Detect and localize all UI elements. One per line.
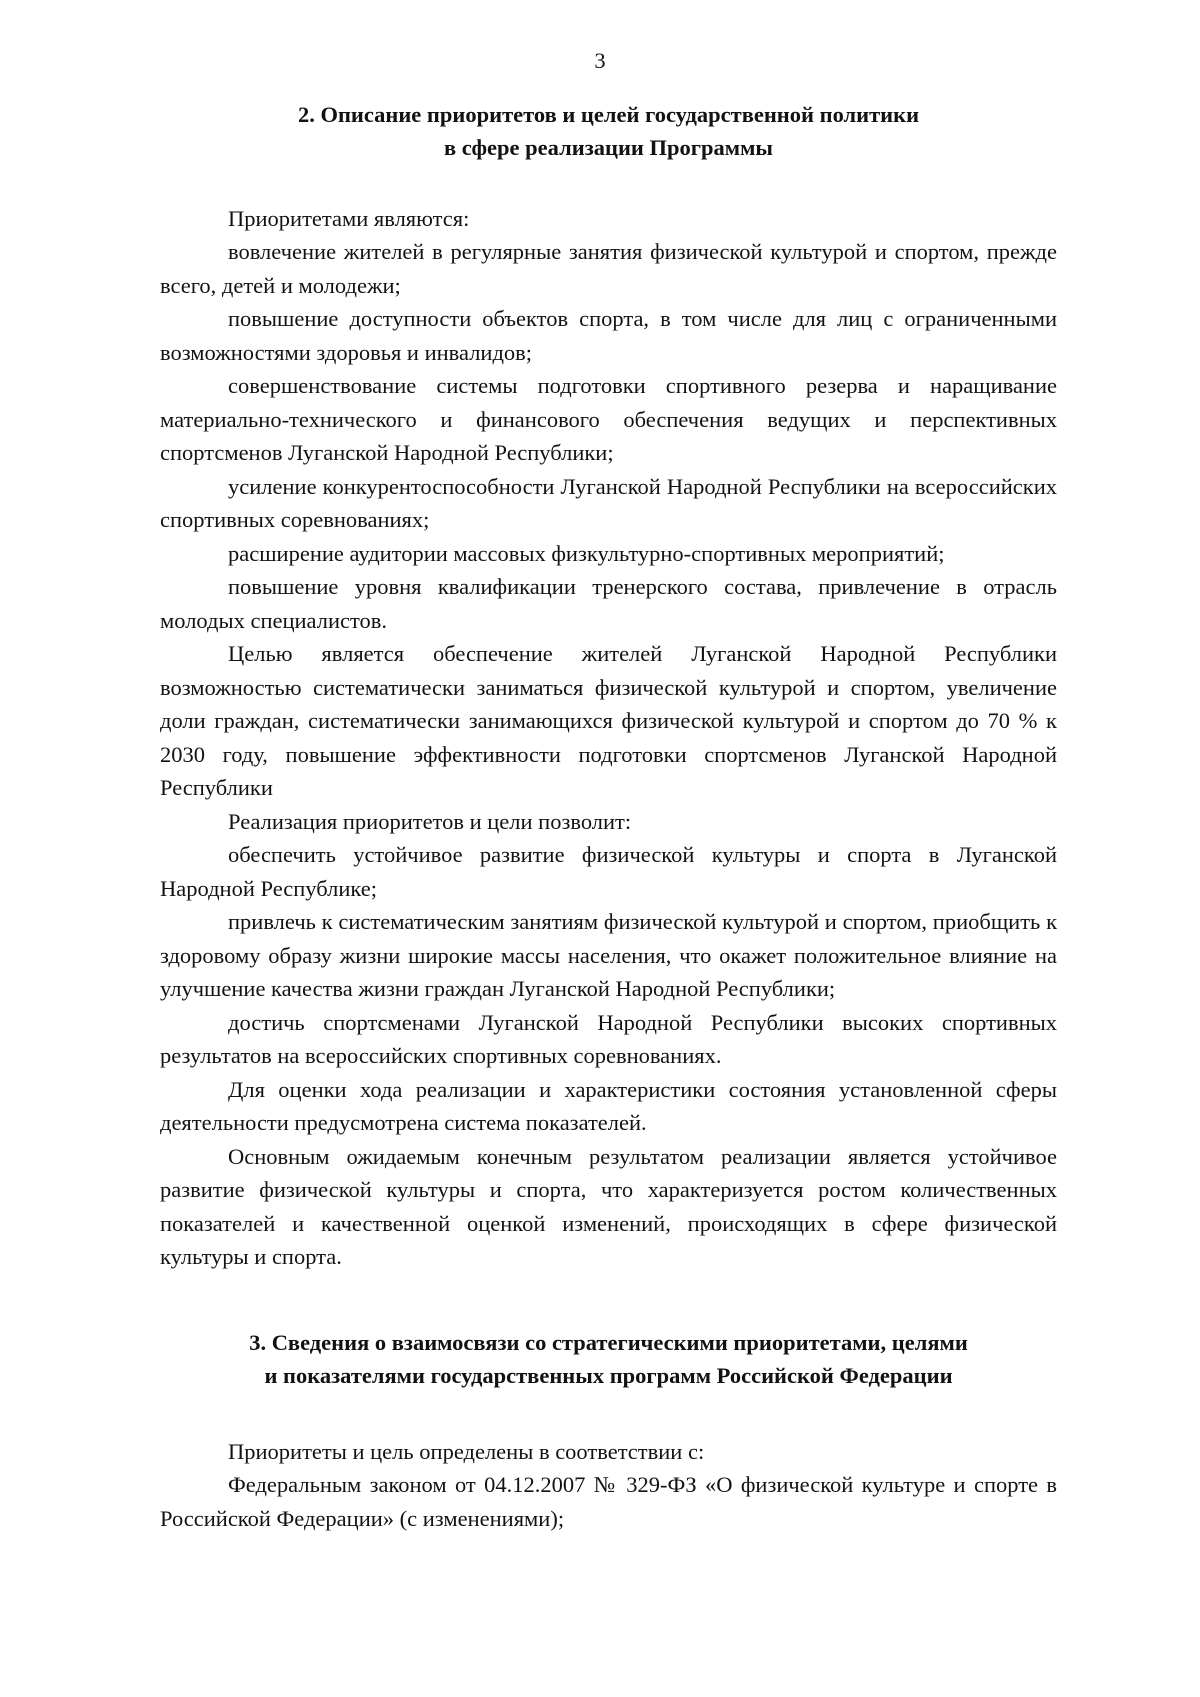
heading-line: 2. Описание приоритетов и целей государственной политики <box>297 101 920 127</box>
paragraph: обеспечить устойчивое развитие физической культуры и спорта в Луганской Народной Республике; <box>160 842 1057 901</box>
heading-line: в сфере реализации Программы <box>444 135 773 160</box>
section-2-heading <box>160 98 1057 165</box>
paragraph: совершенствование системы подготовки спортивного резерва и наращивание материально-технического и финансового обеспечения ведущих и перспективных спортсменов Луганской Народной Республики; <box>160 373 1057 465</box>
document-content <box>0 98 1200 1536</box>
paragraph: усиление конкурентоспособности Луганской Народной Республики на всероссийских спортивных соревнованиях; <box>160 473 1057 532</box>
paragraph: повышение доступности объектов спорта, в том числе для лиц с ограниченными возможностями здоровья и инвалидов; <box>160 306 1057 365</box>
paragraph: достичь спортсменами Луганской Народной Республики высоких спортивных результатов на всероссийских спортивных соревнованиях. <box>160 1009 1057 1068</box>
paragraph: повышение уровня квалификации тренерского состава, привлечение в отрасль молодых специалистов. <box>160 574 1057 633</box>
paragraph: Федеральным законом от 04.12.2007 № 329-ФЗ «О физической культуре и спорте в Российской Федерации» (с изменениями); <box>160 1472 1057 1531</box>
paragraph: привлечь к систематическим занятиям физической культурой и спортом, приобщить к здоровому образу жизни широкие массы населения, что окажет положительное влияние на улучшение качества жизни граждан Луганской Народной Республики; <box>160 909 1057 1001</box>
paragraph: Для оценки хода реализации и характеристики состояния установленной сферы деятельности предусмотрена система показателей. <box>160 1076 1057 1135</box>
section-3-heading <box>160 1326 1057 1393</box>
paragraph: Целью является обеспечение жителей Луганской Народной Республики возможностью систематически заниматься физической культурой и спортом, увеличение доли граждан, систематически занимающихся физической культурой и спортом до 70 % к 2030 году, повышение эффективности подготовки спортсменов Луганской Народной Республики <box>160 641 1057 800</box>
heading-line: 3. Сведения о взаимосвязи со стратегическими приоритетами, целями <box>249 1329 968 1355</box>
paragraph: расширение аудитории массовых физкультурно-спортивных мероприятий; <box>228 540 945 566</box>
heading-line: и показателями государственных программ Российской Федерации <box>264 1363 953 1388</box>
page-number: 3 <box>594 48 606 73</box>
paragraph: Приоритеты и цель определены в соответствии с: <box>228 1438 705 1464</box>
paragraph: Реализация приоритетов и цели позволит: <box>228 808 632 834</box>
paragraph: вовлечение жителей в регулярные занятия физической культурой и спортом, прежде всего, детей и молодежи; <box>160 239 1057 298</box>
paragraph: Основным ожидаемым конечным результатом реализации является устойчивое развитие физической культуры и спорта, что характеризуется ростом количественных показателей и качественной оценкой изменений, происходящих в сфере физической культуры и спорта. <box>160 1143 1057 1269</box>
paragraph: Приоритетами являются: <box>228 205 470 231</box>
